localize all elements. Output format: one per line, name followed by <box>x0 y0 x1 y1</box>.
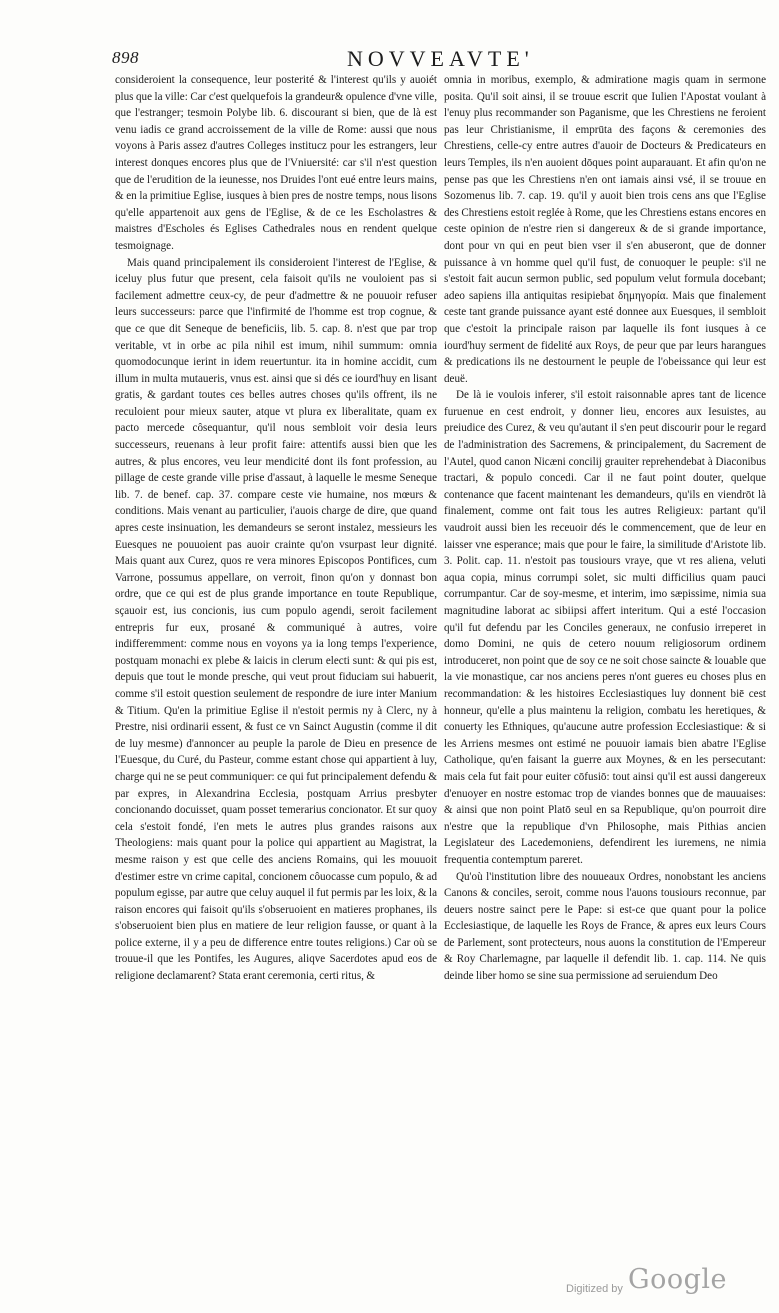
digitized-watermark <box>566 1266 736 1302</box>
left-paragraph-2: Mais quand principalement ils consideroient l'interest de l'Eglise, & iceluy plus futur que present, cela faisoit qu'ils ne vouloient pas si facilement admettre ceux-cy, de peur d'admettre & ne pouuoir refuser leurs successeurs: parce que l'infirmité de l'homme est trop cognue, & que ce que dit Seneque de beneficiis, lib. 5. cap. 8. n'est que par trop veritable, vt in orbe ac pila nihil est imum, nihil summum: omnia quomodocunque ierint in idem reuertuntur. ita in homine accidit, cum illum in multa mutaueris, vnus est. ainsi que si dés ce iourd'huy en lisant gratis, & gardant toutes ces belles autres choses qu'ils offrent, ils ne reculoient pour mieux sauter, atque vt plura ex liberalitate, quam ex pacto mercede côsequantur, qu'il nous sembloit voir desia leurs successeurs, reuenans à leur profit faire: attentifs aussi bien que les autres, & plus encores, veu leur mendicité dont ils font profession, au pillage de ceste grande ville prise d'assaut, à laquelle le mesme Seneque lib. 7. de benef. cap. 37. compare ceste vie humaine, nos mœurs & conditions. Mais venant au particulier, i'auois charge de dire, que quand apres ceste insinuation, les demandeurs se seront instalez, messieurs les Euesques ne pouuoient pas auoir crainte qu'on vsurpast leur dignité. Mais quant aux Curez, quos re vera minores Episcopos Pontifices, cum Varrone, possumus appellare, on verroit, finon qu'on y donnast bon ordre, que ce qui est de plus grande importance en toute Republique, sçauoir est, ius concionis, ius cum populo agendi, seroit facilement entrepris fur eux, prosané & communiqué à autres, voire indifferemment: comme nous en voyons ya ia long temps l'experience, postquam monachi ex plebe & laicis in clerum electi sunt: & qui pis est, depuis que tout le monde presche, qui veut prout fiduciam sui habuerit, comme s'il estoit question seulement de respondre de iure inter Manium & Titium. Qu'en la primitiue Eglise il n'estoit permis ny à Clerc, ny à Prestre, nisi ordinarii essent, & fust ce vn Sainct Augustin (comme il dit de luy mesme) d'annoncer au peuple la parole de Dieu en presence de l'Euesque, du Curé, du Pasteur, comme estant chose qui appartient à luy, charge qui ne se peut communiquer: ce qui fut principalement defendu & par expres, in Alexandrina Ecclesia, postquam Arrius presbyter concionando docuisset, quam posset temerarius concionator. Et sur quoy cela s'estoit fondé, i'en mets le autres plus grandes raisons aux Theologiens: mais quant pour la police qui appartient au Magistrat, la mesme raison y est que celle des anciens Romains, qui les mouuoit d'estimer estre vn crime capital, concionem côuocasse cum populo, & ad populum egisse, par autre que celuy auquel il fut permis par les loix, & la raison encores qui faisoit qu'ils s'obseruoient en matieres prophanes, ils s'obseruoient bien plus en matiere de leur religion fausse, or quant à la police externe, il y a peu de difference entre toutes religions.) Car où se trouue-il que les Pontifes, les Augures, aliqve Sacerdotes apud eos de religione declamarent? Stata erant ceremonia, certi ritus, & <box>115 256 437 983</box>
watermark-label: Digitized by <box>566 1283 623 1295</box>
left-paragraph-1: consideroient la consequence, leur posterité & l'interest qu'ils y auoiét plus que la ville: Car c'est quelquefois la grandeur& opulence d'vne ville, que l'estranger; tesmoin Polybe lib. 6. discourant si bien, que de là est venu iadis ce grand accroissement de la ville de Rome: aussi que nous voyons à Paris assez d'autres Colleges institucz pour les estrangers, leur interest donques encores plus que de l'Vniuersité: car s'il n'est question que de l'erudition de la ieunesse, nos Druides l'ont eué entre leurs mains, & en la primitiue Eglise, iusques à bien pres de nostre temps, nous lisons qu'elle appartenoit aux gens de l'Eglise, & de ce les Escholastres & maistres d'Escholes és Eglises Cathedrales nous en rendent quelque tesmoignage. <box>115 74 437 252</box>
left-text-column <box>115 72 437 1182</box>
google-logo: Google <box>628 1264 727 1295</box>
right-paragraph-2: De là ie voulois inferer, s'il estoit raisonnable apres tant de licence furuenue en cest endroit, y donner lieu, encores aux Iesuistes, au preiudice des Curez, & veu qu'autant il s'en peut discourir pour le regard de l'administration des Sacremens, & principalement, du Sacrement de l'Autel, quod canon Nicæni concilij grauiter reprehendebat à Diaconibus tractari, & populo concedi. Car il ne faut point douter, quelque contenance que facent maintenant les demandeurs, qu'ils en viendrōt là finalement, comme ont fait tous les autres Religieux: partant qu'il vaudroit aussi bien les receuoir dés le commencement, que de leur en laisser vne esperance; mais que pour le faire, la similitude d'Aristote lib. 3. Polit. cap. 11. n'estoit pas tousiours vraye, que vt res aliena, veluti aqua copia, minus corrumpi solet, sic multi difficilius quam pauci corrumpantur. Car de soy-mesme, et interim, imo sæpissime, nimia sua magnitudine laborat ac sibiipsi affert interitum. Qui a esté l'occasion qu'il fut defendu par les Conciles generaux, ne confusio irreperet in domo Domini, ne quis de cetero nouum religiosorum ordinem introduceret, non point que de soy ce ne soit chose saincte & louable que la vie monastique, car nos anciens peres n'ont gueres eu choses plus en recommandation: & les histoires Ecclesiastiques luy donnent biē cest honneur, qu'elle a plus maintenu la religion, combatu les heretiques, & conuerty les Ethniques, qu'aucune autre profession Ecclesiastique: & si les Arriens mesmes ont estimé ne pouuoir iamais bien abatre l'Eglise Catholique, qu'en faisant la guerre aux Moynes, & en les persecutant: mais cela fut fait pour euiter cōfusiō: tout ainsi qu'il est aussi dangereux d'enuoyer en nostre estomac trop de viandes bonnes que de mauuaises: & ainsi que non point Platō seul en sa Republique, qu'on pourroit dire n'estre que la republique d'vn Philosophe, mais Pithias ancien Legislateur des Lacedemoniens, defendirent les iuremens, ne nimia frequentia contemptum pareret. <box>444 389 766 866</box>
page-number: 898 <box>112 48 139 67</box>
right-text-column <box>444 72 766 1182</box>
right-paragraph-3: Qu'où l'institution libre des nouueaux Ordres, nonobstant les anciens Canons & conciles, seroit, comme nous l'auons tousiours reconnue, par deuers nostre sainct pere le Pape: si est-ce que quant pour la police Ecclesiastique, de laquelle les Roys de France, & apres eux leurs Cours de Parlement, sont protecteurs, nous auons la constitution de l'Empereur & Roy Charlemagne, par laquelle il defendit lib. 1. cap. 114. Ne quis deinde liber homo se sine sua permissione ad seruiendum Deo <box>444 870 766 983</box>
running-title: NOVVEAVTE' <box>347 46 534 71</box>
running-head <box>112 46 672 72</box>
right-paragraph-1: omnia in moribus, exemplo, & admiratione magis quam in sermone posita. Qu'il soit ainsi, il se trouue escrit que Iulien l'Apostat voulant à l'enuy plus recommander son Paganisme, que les Chrestiens ne feroient pas leur Christianisme, il emprūta des façons & ceremonies des Chrestiens, celle-cy entre autres d'auoir de Docteurs & Predicateurs en leurs Temples, ils n'en auoient dōques point auparauant. Et afin qu'on ne pense pas que les Chrestiens n'en ont iamais ainsi vsé, il se trouue en Sozomenus lib. 7. cap. 19. qu'il y auoit bien trois cens ans que l'Eglise des Chrestiens estoit reglée à Rome, que les Chrestiens estans encores en ceste opinion de n'estre rien si dangereux & de si grande importance, dont pour vn qui en peut bien vser il s'en abuseront, que de donner puissance à vn homme quel qu'il fust, de conuoquer le peuple: s'il ne s'estoit fait aucun sermon public, sed populum velut formula docebant; adeo sapiens illa antiquitas resipiebat δημηγορία. Mais que finalement ceste tant grande puissance ayant esté donnee aux Euesques, il sembloit que c'estoit la principale raison par laquelle ils font iusques à ce iourd'huy serment de fidelité aux Roys, de peur que par leurs harangues & predications ils ne destournent le peuple de l'obeissance qui leur est deuë. <box>444 74 766 385</box>
